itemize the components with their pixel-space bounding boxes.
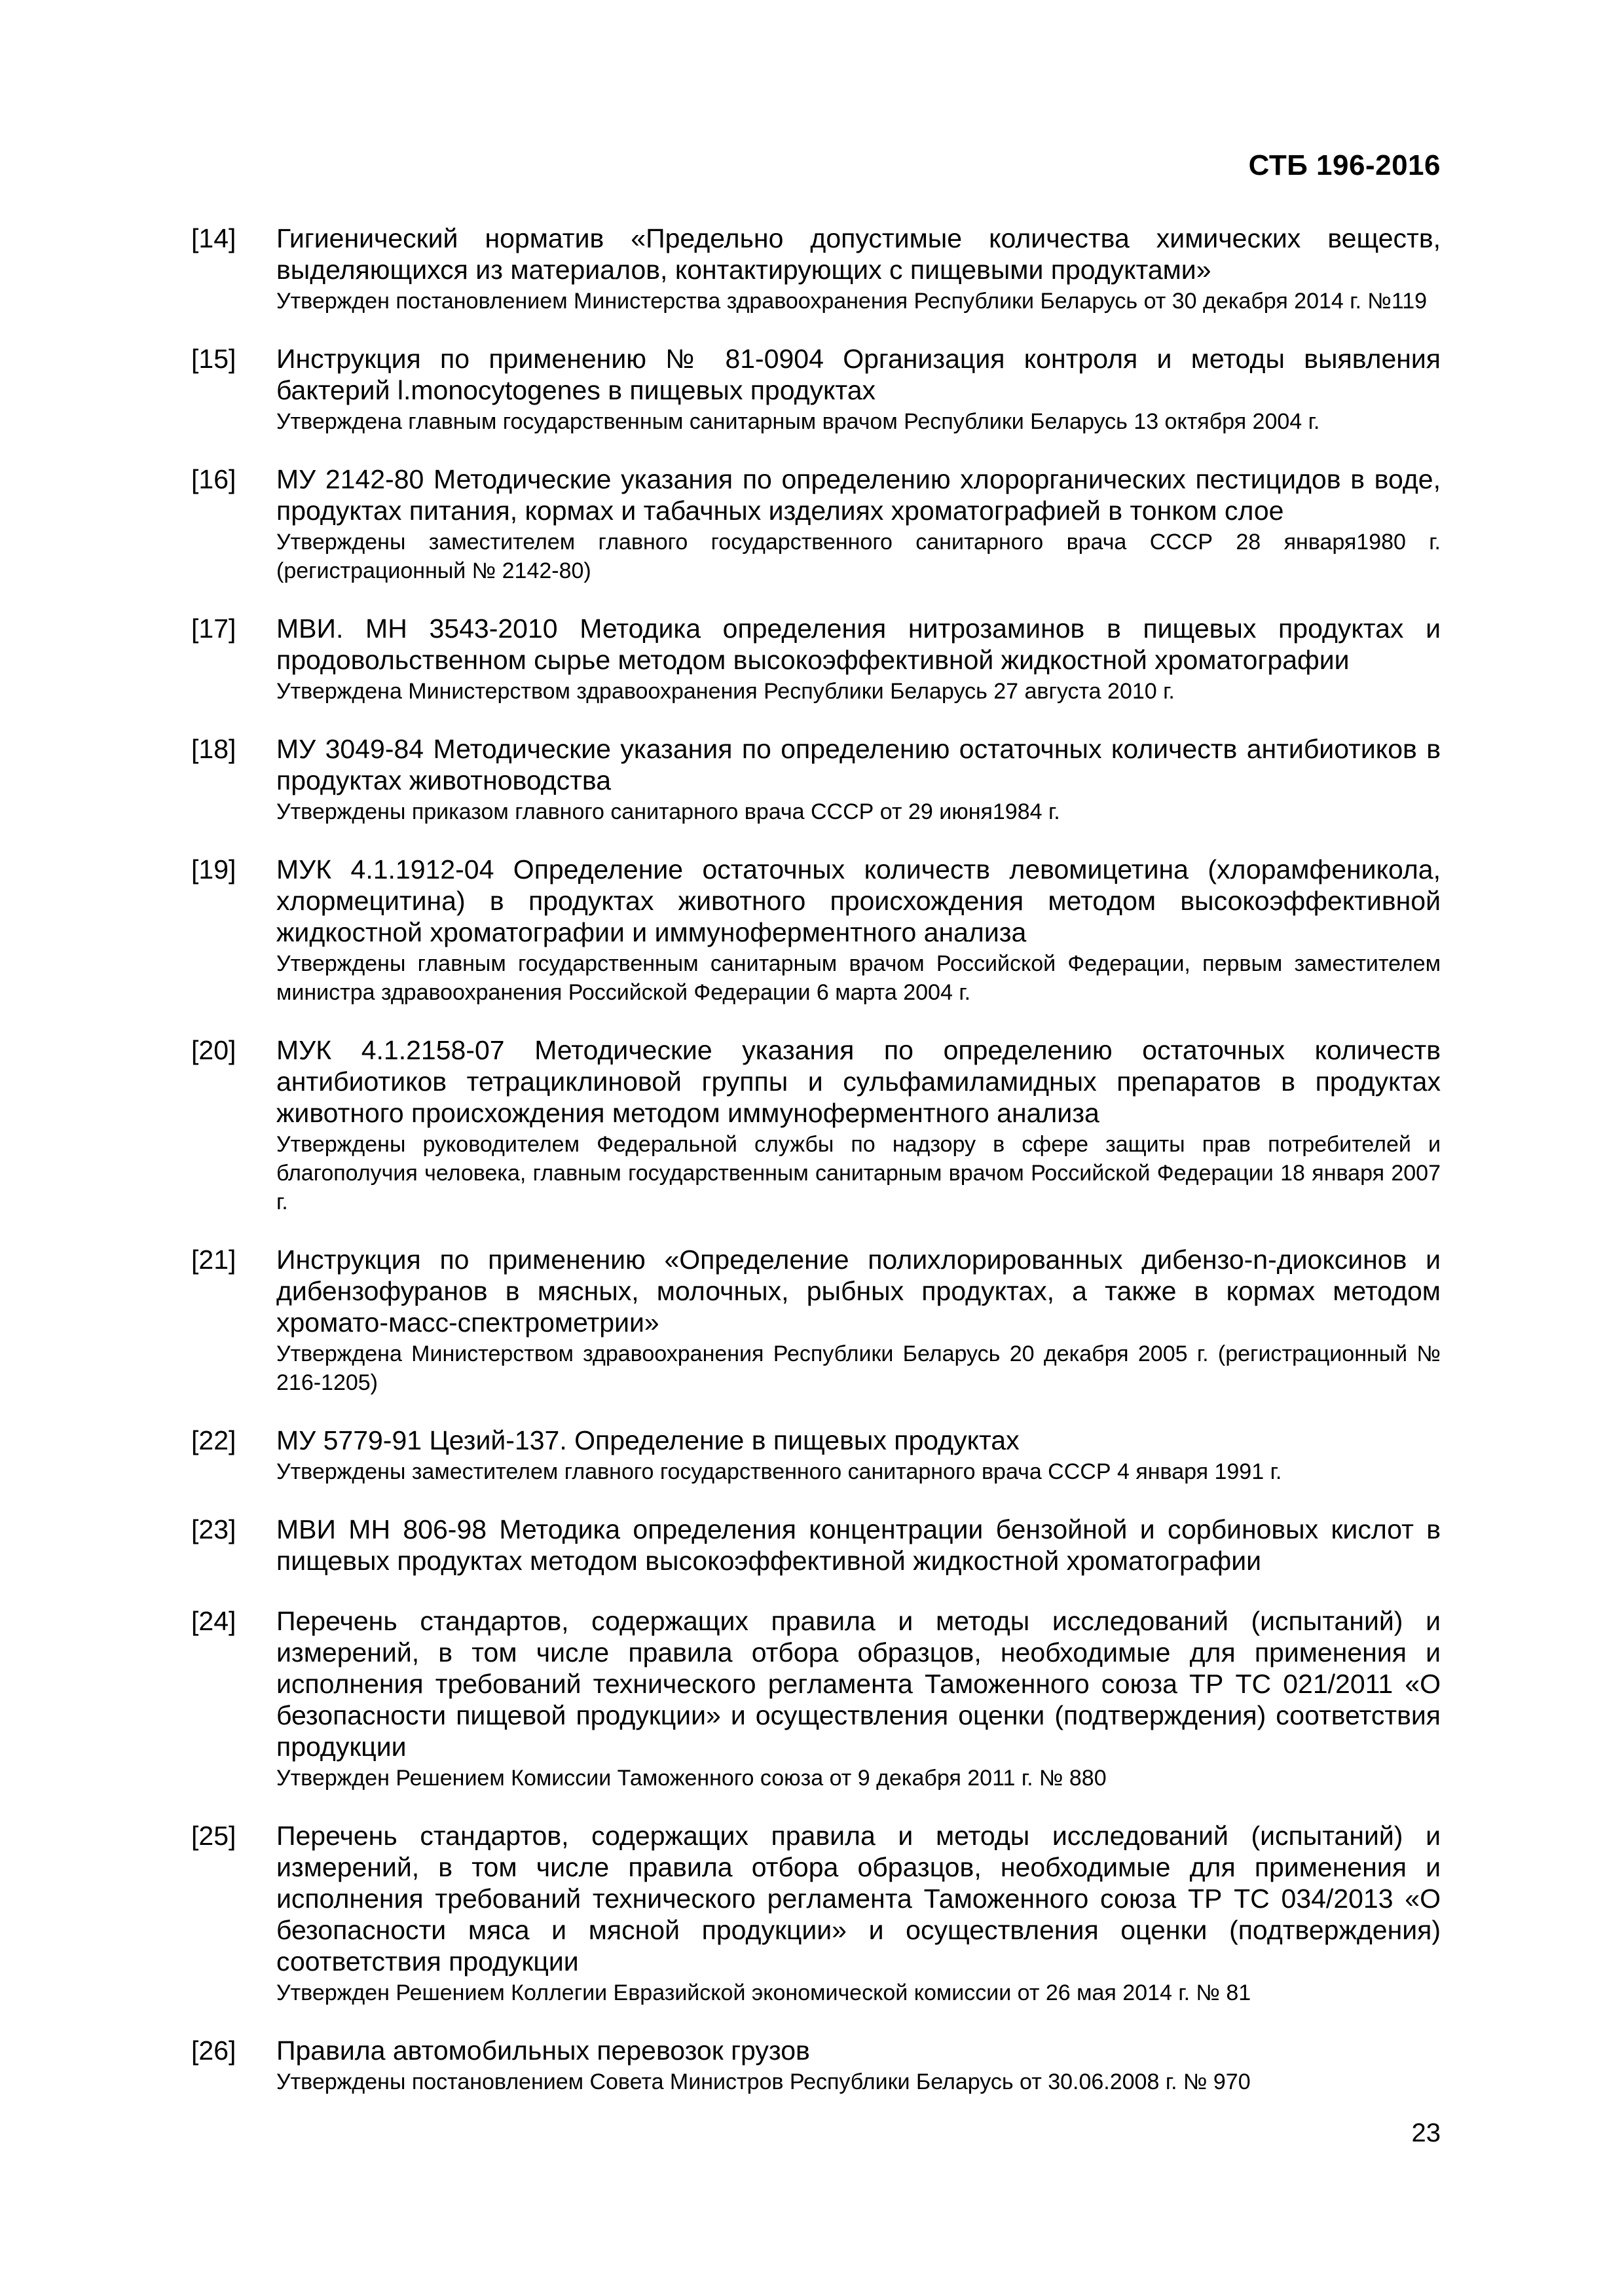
reference-number: [26]: [191, 2035, 236, 2066]
reference-title: МУК 4.1.2158-07 Методические указания по определению остаточных количеств антибиотиков тетрациклиновой группы и сульфамиламидных препаратов в продуктах животного происхождения методом иммуноферментного анализа: [276, 1035, 1441, 1128]
reference-body: [276, 613, 1441, 706]
reference-title: МУ 5779-91 Цезий-137. Определение в пищевых продуктах: [276, 1425, 1020, 1455]
reference-title: МУ 3049-84 Методические указания по определению остаточных количеств антибиотиков в продуктах животноводства: [276, 734, 1441, 795]
reference-number: [24]: [191, 1606, 236, 1636]
reference-number: [21]: [191, 1245, 236, 1275]
page-number: 23: [1411, 2119, 1441, 2147]
references-list: [191, 223, 1441, 2124]
document-code: СТБ 196-2016: [1248, 149, 1441, 181]
reference-body: [276, 1034, 1441, 1216]
reference-approval-note: Утвержден Решением Коллегии Евразийской экономической комиссии от 26 мая 2014 г. № 81: [276, 1980, 1251, 2005]
reference-item: [191, 1034, 1441, 1216]
reference-number: [17]: [191, 613, 236, 644]
reference-number: [14]: [191, 223, 236, 253]
reference-item: [191, 854, 1441, 1007]
reference-body: [276, 464, 1441, 585]
reference-number: [15]: [191, 344, 236, 374]
reference-item: [191, 1425, 1441, 1486]
reference-item: [191, 223, 1441, 316]
reference-approval-note: Утверждены приказом главного санитарного врача СССР от 29 июня1984 г.: [276, 799, 1060, 824]
reference-item: [191, 2035, 1441, 2096]
reference-approval-note: Утверждены руководителем Федеральной службы по надзору в сфере защиты прав потребителей и благополучия человека, главным государственным санитарным врачом Российской Федерации 18 января 2007 г.: [276, 1132, 1441, 1214]
reference-title: Инструкция по применению № 81-0904 Организация контроля и методы выявления бактерий l.monocytogenes в пищевых продуктах: [276, 344, 1441, 405]
reference-approval-note: Утверждены постановлением Совета Министров Республики Беларусь от 30.06.2008 г. № 970: [276, 2069, 1251, 2094]
reference-item: [191, 1605, 1441, 1793]
reference-body: [276, 1514, 1441, 1578]
reference-approval-note: Утвержден постановлением Министерства здравоохранения Республики Беларусь от 30 декабря 2014 г. №119: [276, 289, 1428, 314]
reference-title: Инструкция по применению «Определение полихлорированных дибензо-n-диоксинов и дибензофуранов в мясных, молочных, рыбных продуктах, а также в кормах методом хромато-масс-спектрометрии»: [276, 1245, 1441, 1338]
reference-body: [276, 223, 1441, 316]
reference-number: [18]: [191, 734, 236, 764]
reference-item: [191, 1514, 1441, 1578]
reference-approval-note: Утверждены заместителем главного государственного санитарного врача СССР 28 января1980 г. (регистрационный № 2142-80): [276, 530, 1441, 583]
reference-title: Перечень стандартов, содержащих правила и методы исследований (испытаний) и измерений, в том числе правила отбора образцов, необходимые для применения и исполнения требований технического регламента Таможенного союза ТР ТС 034/2013 «О безопасности мяса и мясной продукции» и осуществления оценки (подтверждения) соответствия продукции: [276, 1821, 1441, 1977]
reference-item: [191, 464, 1441, 585]
reference-number: [16]: [191, 464, 236, 494]
reference-title: Перечень стандартов, содержащих правила и методы исследований (испытаний) и измерений, в том числе правила отбора образцов, необходимые для применения и исполнения требований технического регламента Таможенного союза ТР ТС 021/2011 «О безопасности пищевой продукции» и осуществления оценки (подтверждения) соответствия продукции: [276, 1606, 1441, 1762]
reference-approval-note: Утвержден Решением Комиссии Таможенного союза от 9 декабря 2011 г. № 880: [276, 1766, 1107, 1791]
reference-approval-note: Утверждены заместителем главного государственного санитарного врача СССР 4 января 1991 г.: [276, 1459, 1282, 1484]
reference-item: [191, 613, 1441, 706]
reference-title: МВИ. МН 3543-2010 Методика определения нитрозаминов в пищевых продуктах и продовольственном сырье методом высокоэффективной жидкостной хроматографии: [276, 613, 1441, 675]
reference-body: [276, 2035, 1441, 2096]
reference-body: [276, 343, 1441, 436]
reference-body: [276, 733, 1441, 826]
reference-body: [276, 1605, 1441, 1793]
reference-body: [276, 854, 1441, 1007]
reference-approval-note: Утверждена Министерством здравоохранения Республики Беларусь 27 августа 2010 г.: [276, 679, 1175, 704]
reference-body: [276, 1425, 1441, 1486]
reference-number: [19]: [191, 854, 236, 884]
reference-item: [191, 1820, 1441, 2007]
reference-approval-note: Утверждена Министерством здравоохранения Республики Беларусь 20 декабря 2005 г. (регистрационный № 216-1205): [276, 1341, 1441, 1395]
reference-title: МУК 4.1.1912-04 Определение остаточных количеств левомицетина (хлорамфеникола, хлормецитина) в продуктах животного происхождения методом высокоэффективной жидкостной хроматографии и иммуноферментного анализа: [276, 854, 1441, 947]
reference-title: МУ 2142-80 Методические указания по определению хлорорганических пестицидов в воде, продуктах питания, кормах и табачных изделиях хроматографией в тонком слое: [276, 464, 1441, 526]
reference-number: [20]: [191, 1035, 236, 1065]
reference-title: МВИ МН 806-98 Методика определения концентрации бензойной и сорбиновых кислот в пищевых продуктах методом высокоэффективной жидкостной хроматографии: [276, 1514, 1441, 1576]
reference-item: [191, 733, 1441, 826]
reference-title: Гигиенический норматив «Предельно допустимые количества химических веществ, выделяющихся из материалов, контактирующих с пищевыми продуктами»: [276, 223, 1441, 285]
reference-approval-note: Утверждены главным государственным санитарным врачом Российской Федерации, первым заместителем министра здравоохранения Российской Федерации 6 марта 2004 г.: [276, 951, 1441, 1005]
reference-item: [191, 343, 1441, 436]
reference-number: [22]: [191, 1425, 236, 1455]
reference-number: [25]: [191, 1821, 236, 1851]
reference-body: [276, 1820, 1441, 2007]
reference-approval-note: Утверждена главным государственным санитарным врачом Республики Беларусь 13 октября 2004 г.: [276, 409, 1320, 434]
reference-body: [276, 1244, 1441, 1397]
reference-number: [23]: [191, 1514, 236, 1544]
reference-title: Правила автомобильных перевозок грузов: [276, 2035, 810, 2066]
reference-item: [191, 1244, 1441, 1397]
